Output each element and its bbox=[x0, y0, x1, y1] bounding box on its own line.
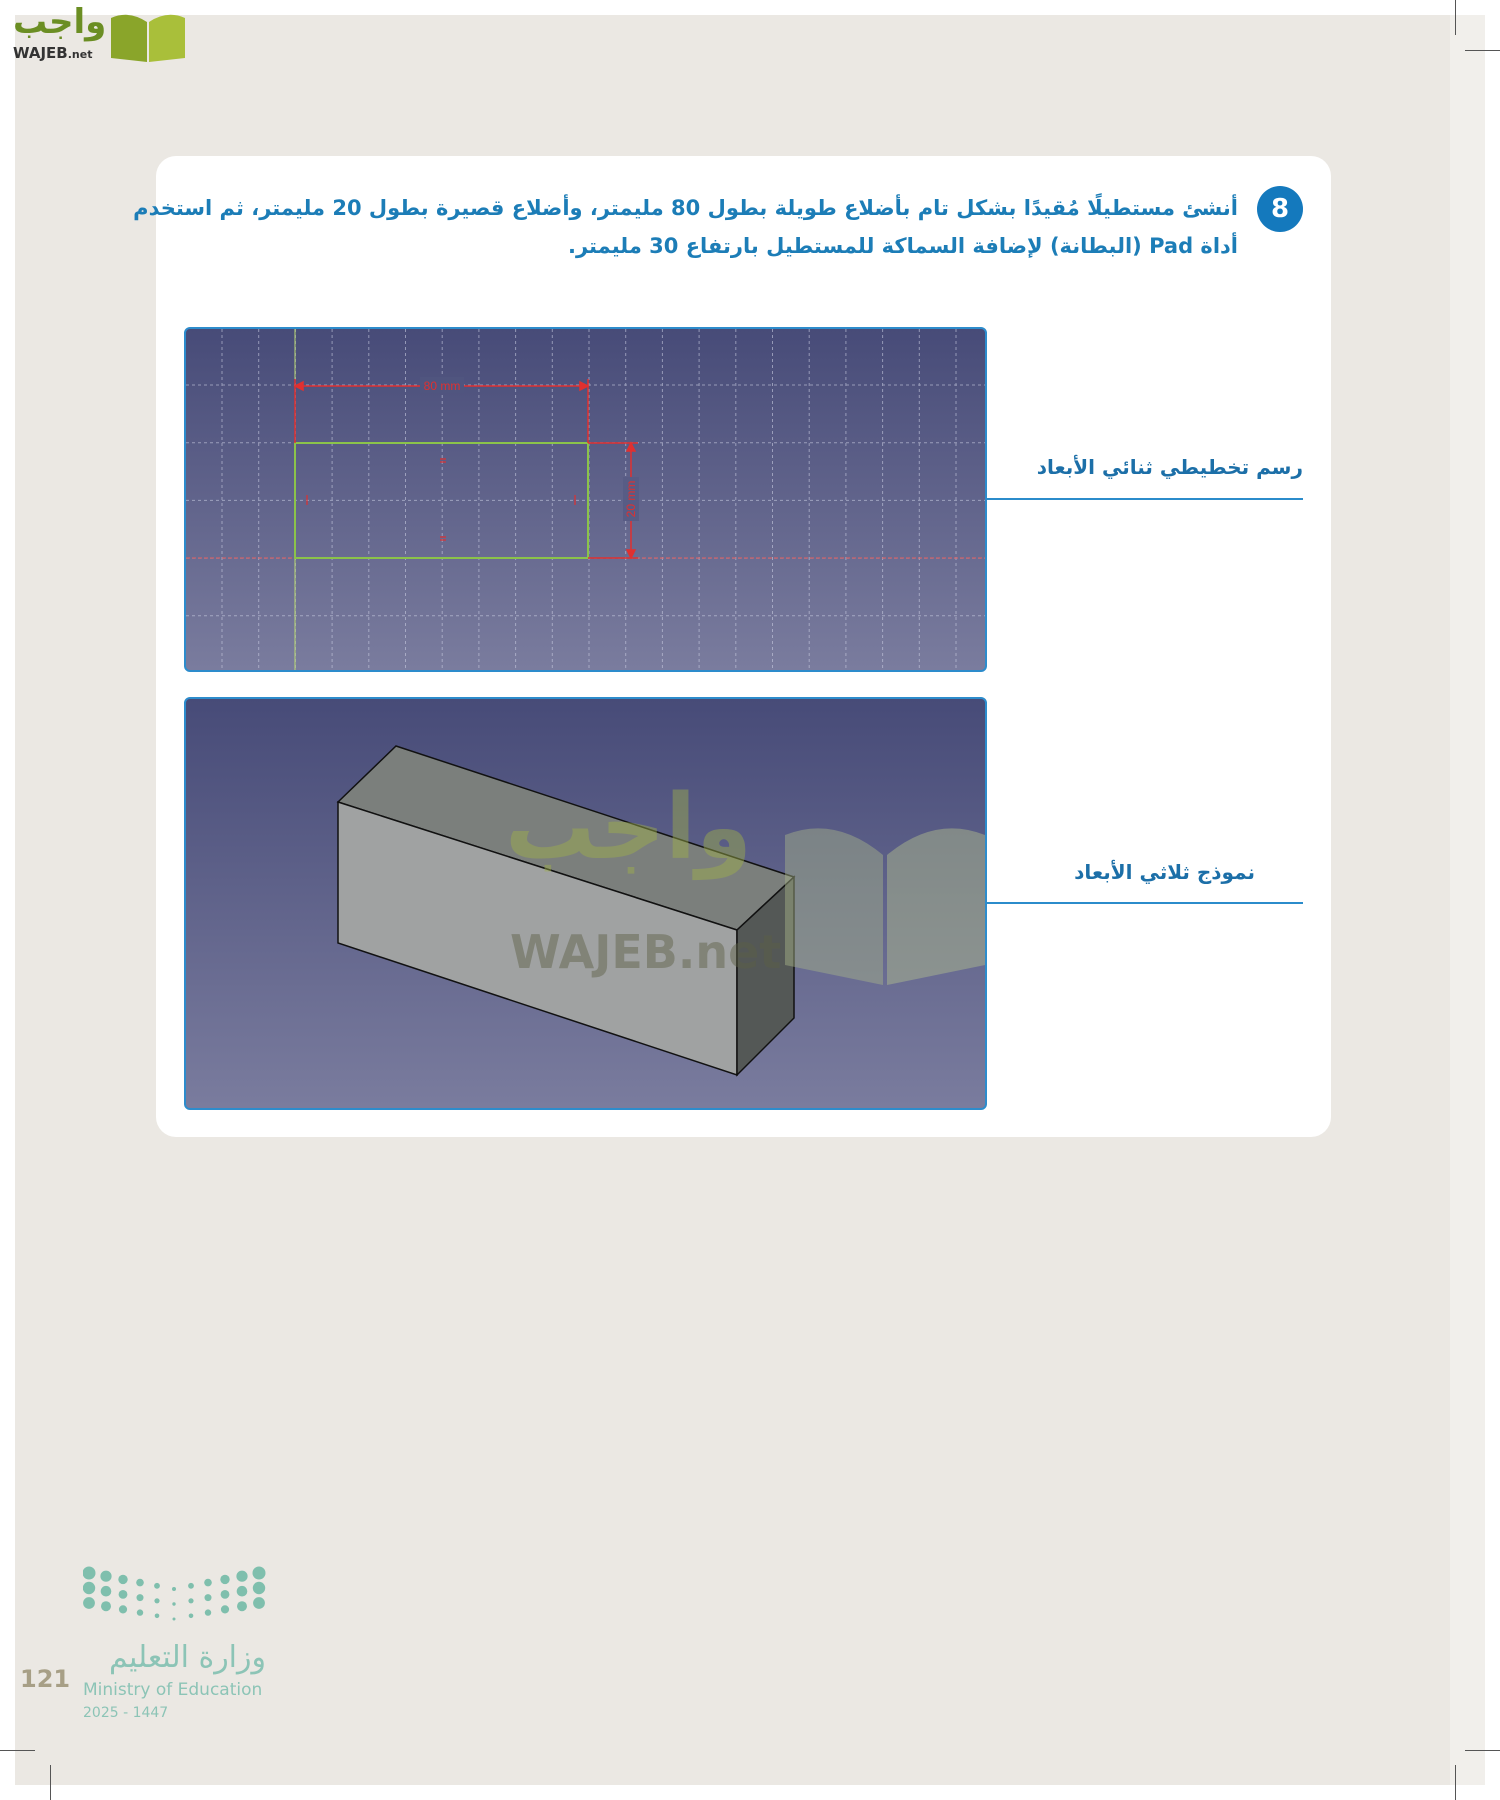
dim-short-label: 20 mm bbox=[624, 480, 638, 518]
logo-dot bbox=[137, 1609, 143, 1615]
logo-dot bbox=[188, 1583, 194, 1589]
instruction-line-2: أداة Pad (البطانة) لإضافة السماكة للمستطيل بارتفاع 30 مليمتر. bbox=[568, 234, 1238, 258]
logo-dot bbox=[220, 1575, 229, 1584]
sketch-2d-image bbox=[184, 327, 987, 672]
sketch-label: رسم تخطيطي ثنائي الأبعاد bbox=[1036, 455, 1303, 479]
model-3d-image bbox=[184, 697, 987, 1110]
wajeb-logo[interactable] bbox=[9, 2, 189, 66]
ministry-dots-icon bbox=[83, 1565, 268, 1635]
logo-dot bbox=[154, 1598, 159, 1603]
ministry-logo bbox=[83, 1565, 273, 1725]
watermark-arabic: واجب bbox=[505, 775, 752, 880]
model-canvas bbox=[186, 699, 987, 1110]
logo-dot bbox=[118, 1575, 127, 1584]
logo-dot bbox=[204, 1579, 212, 1587]
logo-dot bbox=[237, 1586, 248, 1597]
logo-arabic: واجب bbox=[13, 2, 107, 42]
logo-dot bbox=[83, 1597, 95, 1609]
logo-dot bbox=[236, 1571, 247, 1582]
logo-english bbox=[13, 44, 92, 62]
logo-dot bbox=[172, 1587, 176, 1591]
logo-dot bbox=[237, 1601, 247, 1611]
model-label: نموذج ثلاثي الأبعاد bbox=[1074, 860, 1255, 884]
logo-dot bbox=[101, 1601, 111, 1611]
logo-dot bbox=[221, 1605, 229, 1613]
logo-dot bbox=[253, 1597, 265, 1609]
logo-dot bbox=[172, 1602, 175, 1605]
logo-dot bbox=[83, 1567, 96, 1580]
crop-mark bbox=[1455, 1765, 1456, 1800]
page-edge bbox=[1450, 15, 1485, 1785]
grid bbox=[186, 329, 987, 672]
logo-dot bbox=[205, 1594, 212, 1601]
crop-mark bbox=[1465, 50, 1500, 51]
logo-english-name: WAJEB bbox=[13, 44, 68, 62]
logo-dot bbox=[137, 1594, 144, 1601]
watermark-english: WAJEB.net bbox=[510, 925, 782, 979]
sketch-label-line bbox=[987, 498, 1303, 500]
logo-dot bbox=[173, 1618, 176, 1621]
logo-dot bbox=[119, 1590, 128, 1599]
logo-suffix: .net bbox=[67, 48, 93, 61]
logo-dot bbox=[221, 1590, 230, 1599]
logo-dot bbox=[154, 1583, 160, 1589]
logo-dot bbox=[136, 1579, 144, 1587]
model-label-line bbox=[987, 902, 1303, 904]
sketch-canvas bbox=[186, 329, 987, 672]
crop-mark bbox=[0, 1750, 35, 1751]
logo-dot bbox=[100, 1571, 111, 1582]
logo-dot bbox=[189, 1614, 194, 1619]
step-number-badge: 8 bbox=[1257, 186, 1303, 232]
logo-dot bbox=[83, 1582, 95, 1594]
ministry-arabic: وزارة التعليم bbox=[108, 1640, 266, 1675]
logo-dot bbox=[253, 1582, 265, 1594]
ministry-english: Ministry of Education bbox=[83, 1680, 263, 1700]
logo-dot bbox=[205, 1609, 211, 1615]
logo-dot bbox=[119, 1605, 127, 1613]
dim-long-label: 80 mm bbox=[423, 379, 461, 393]
crop-mark bbox=[1465, 1750, 1500, 1751]
logo-dot bbox=[101, 1586, 112, 1597]
instruction-line-1: أنشئ مستطيلًا مُقيدًا بشكل تام بأضلاع طويلة بطول 80 مليمتر، وأضلاع قصيرة بطول 20 مليمتر، ثم استخدم bbox=[133, 196, 1238, 220]
constraint-marks bbox=[307, 459, 575, 540]
logo-dot bbox=[155, 1614, 160, 1619]
logo-dot bbox=[188, 1598, 193, 1603]
crop-mark bbox=[50, 1765, 51, 1800]
crop-mark bbox=[1455, 0, 1456, 35]
page-number: 121 bbox=[20, 1665, 71, 1693]
logo-dot bbox=[253, 1567, 266, 1580]
book-icon bbox=[107, 8, 189, 64]
edition-year: 2025 - 1447 bbox=[83, 1705, 169, 1721]
